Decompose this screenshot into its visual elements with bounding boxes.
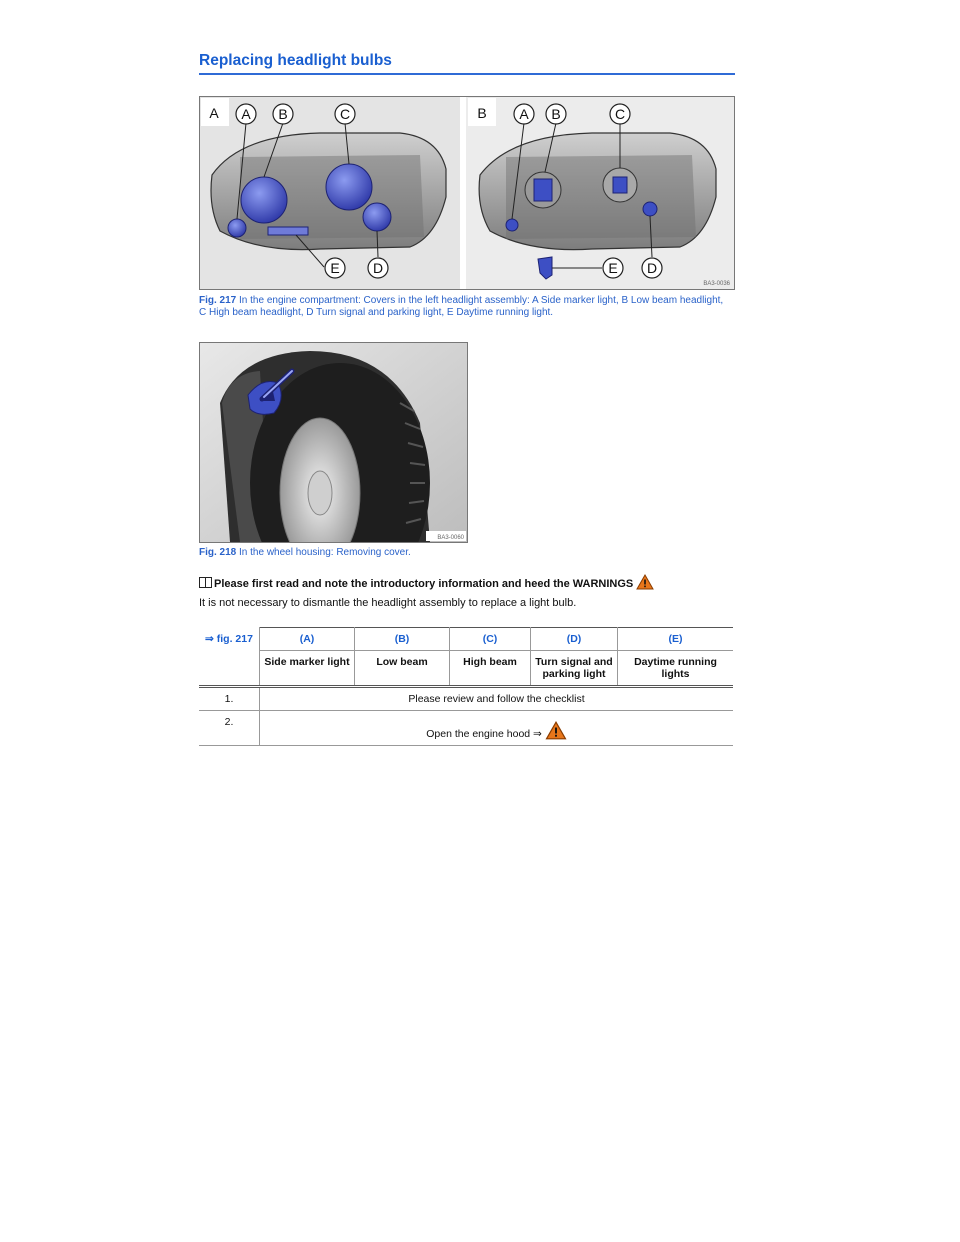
table-row	[199, 687, 733, 711]
note-text: It is not necessary to dismantle the headlight assembly to replace a light bulb.	[199, 597, 577, 609]
panel-b-label: B	[477, 105, 487, 121]
table-label-cell: High beam	[450, 651, 531, 687]
caption-text: In the wheel housing: Removing cover.	[239, 547, 411, 558]
table-header-row	[199, 628, 733, 651]
callout-b: B	[551, 106, 561, 122]
callout-a: A	[519, 106, 529, 122]
caption-number: Fig. 218	[199, 547, 237, 558]
figure-218-image	[199, 342, 468, 543]
warning-triangle-icon[interactable]	[636, 574, 654, 590]
table-label-cell: Low beam	[355, 651, 450, 687]
step-number: 1.	[199, 687, 260, 711]
figure-code: BA3-0036	[703, 281, 730, 287]
figure-218-caption	[199, 547, 599, 559]
table-label-cell: Daytime running lights	[618, 651, 734, 687]
step-text: Please review and follow the checklist	[260, 687, 734, 711]
callout-e: E	[330, 260, 340, 276]
callout-a: A	[241, 106, 251, 122]
table-header-cell: (E)	[618, 628, 734, 651]
caption-text: In the engine compartment: Covers in the left headlight assembly: A Side marker light, B Low beam headlight, C High beam headlight, D Turn signal and parking light, E Daytime running light.	[199, 295, 724, 318]
table-row	[199, 711, 733, 746]
callout-c: C	[339, 106, 351, 122]
step-text: Open the engine hood ⇒	[426, 728, 542, 740]
callout-e: E	[608, 260, 618, 276]
callout-c: C	[614, 106, 626, 122]
table-header-cell: (D)	[531, 628, 618, 651]
table-header-cell: (A)	[260, 628, 355, 651]
warning-triangle-icon[interactable]	[545, 721, 567, 740]
callout-d: D	[646, 260, 658, 276]
table-label-row	[199, 651, 733, 687]
figure-reference-link[interactable]: ⇒ fig. 217	[199, 628, 260, 687]
table-label-cell: Turn signal and parking light	[531, 651, 618, 687]
figure-217-image	[199, 96, 735, 290]
step-number: 2.	[199, 711, 260, 746]
table-header-cell: (B)	[355, 628, 450, 651]
callout-b: B	[278, 106, 288, 122]
callout-d: D	[372, 260, 384, 276]
intro-text: Please first read and note the introductory information and heed the WARNINGS	[214, 578, 634, 590]
wheel-housing-illustration	[200, 343, 467, 542]
table-header-cell: (C)	[450, 628, 531, 651]
figure-217-caption	[199, 295, 733, 319]
step-cell	[260, 711, 734, 746]
book-icon	[199, 577, 212, 588]
table-label-cell: Side marker light	[260, 651, 355, 687]
intro-instruction	[199, 574, 654, 590]
panel-a-label: A	[209, 105, 219, 121]
caption-number: Fig. 217	[199, 295, 237, 306]
bulb-table	[199, 627, 733, 746]
headlight-illustration	[200, 97, 734, 289]
figure-code: BA3-0060	[437, 535, 464, 541]
section-title: Replacing headlight bulbs	[199, 52, 735, 75]
